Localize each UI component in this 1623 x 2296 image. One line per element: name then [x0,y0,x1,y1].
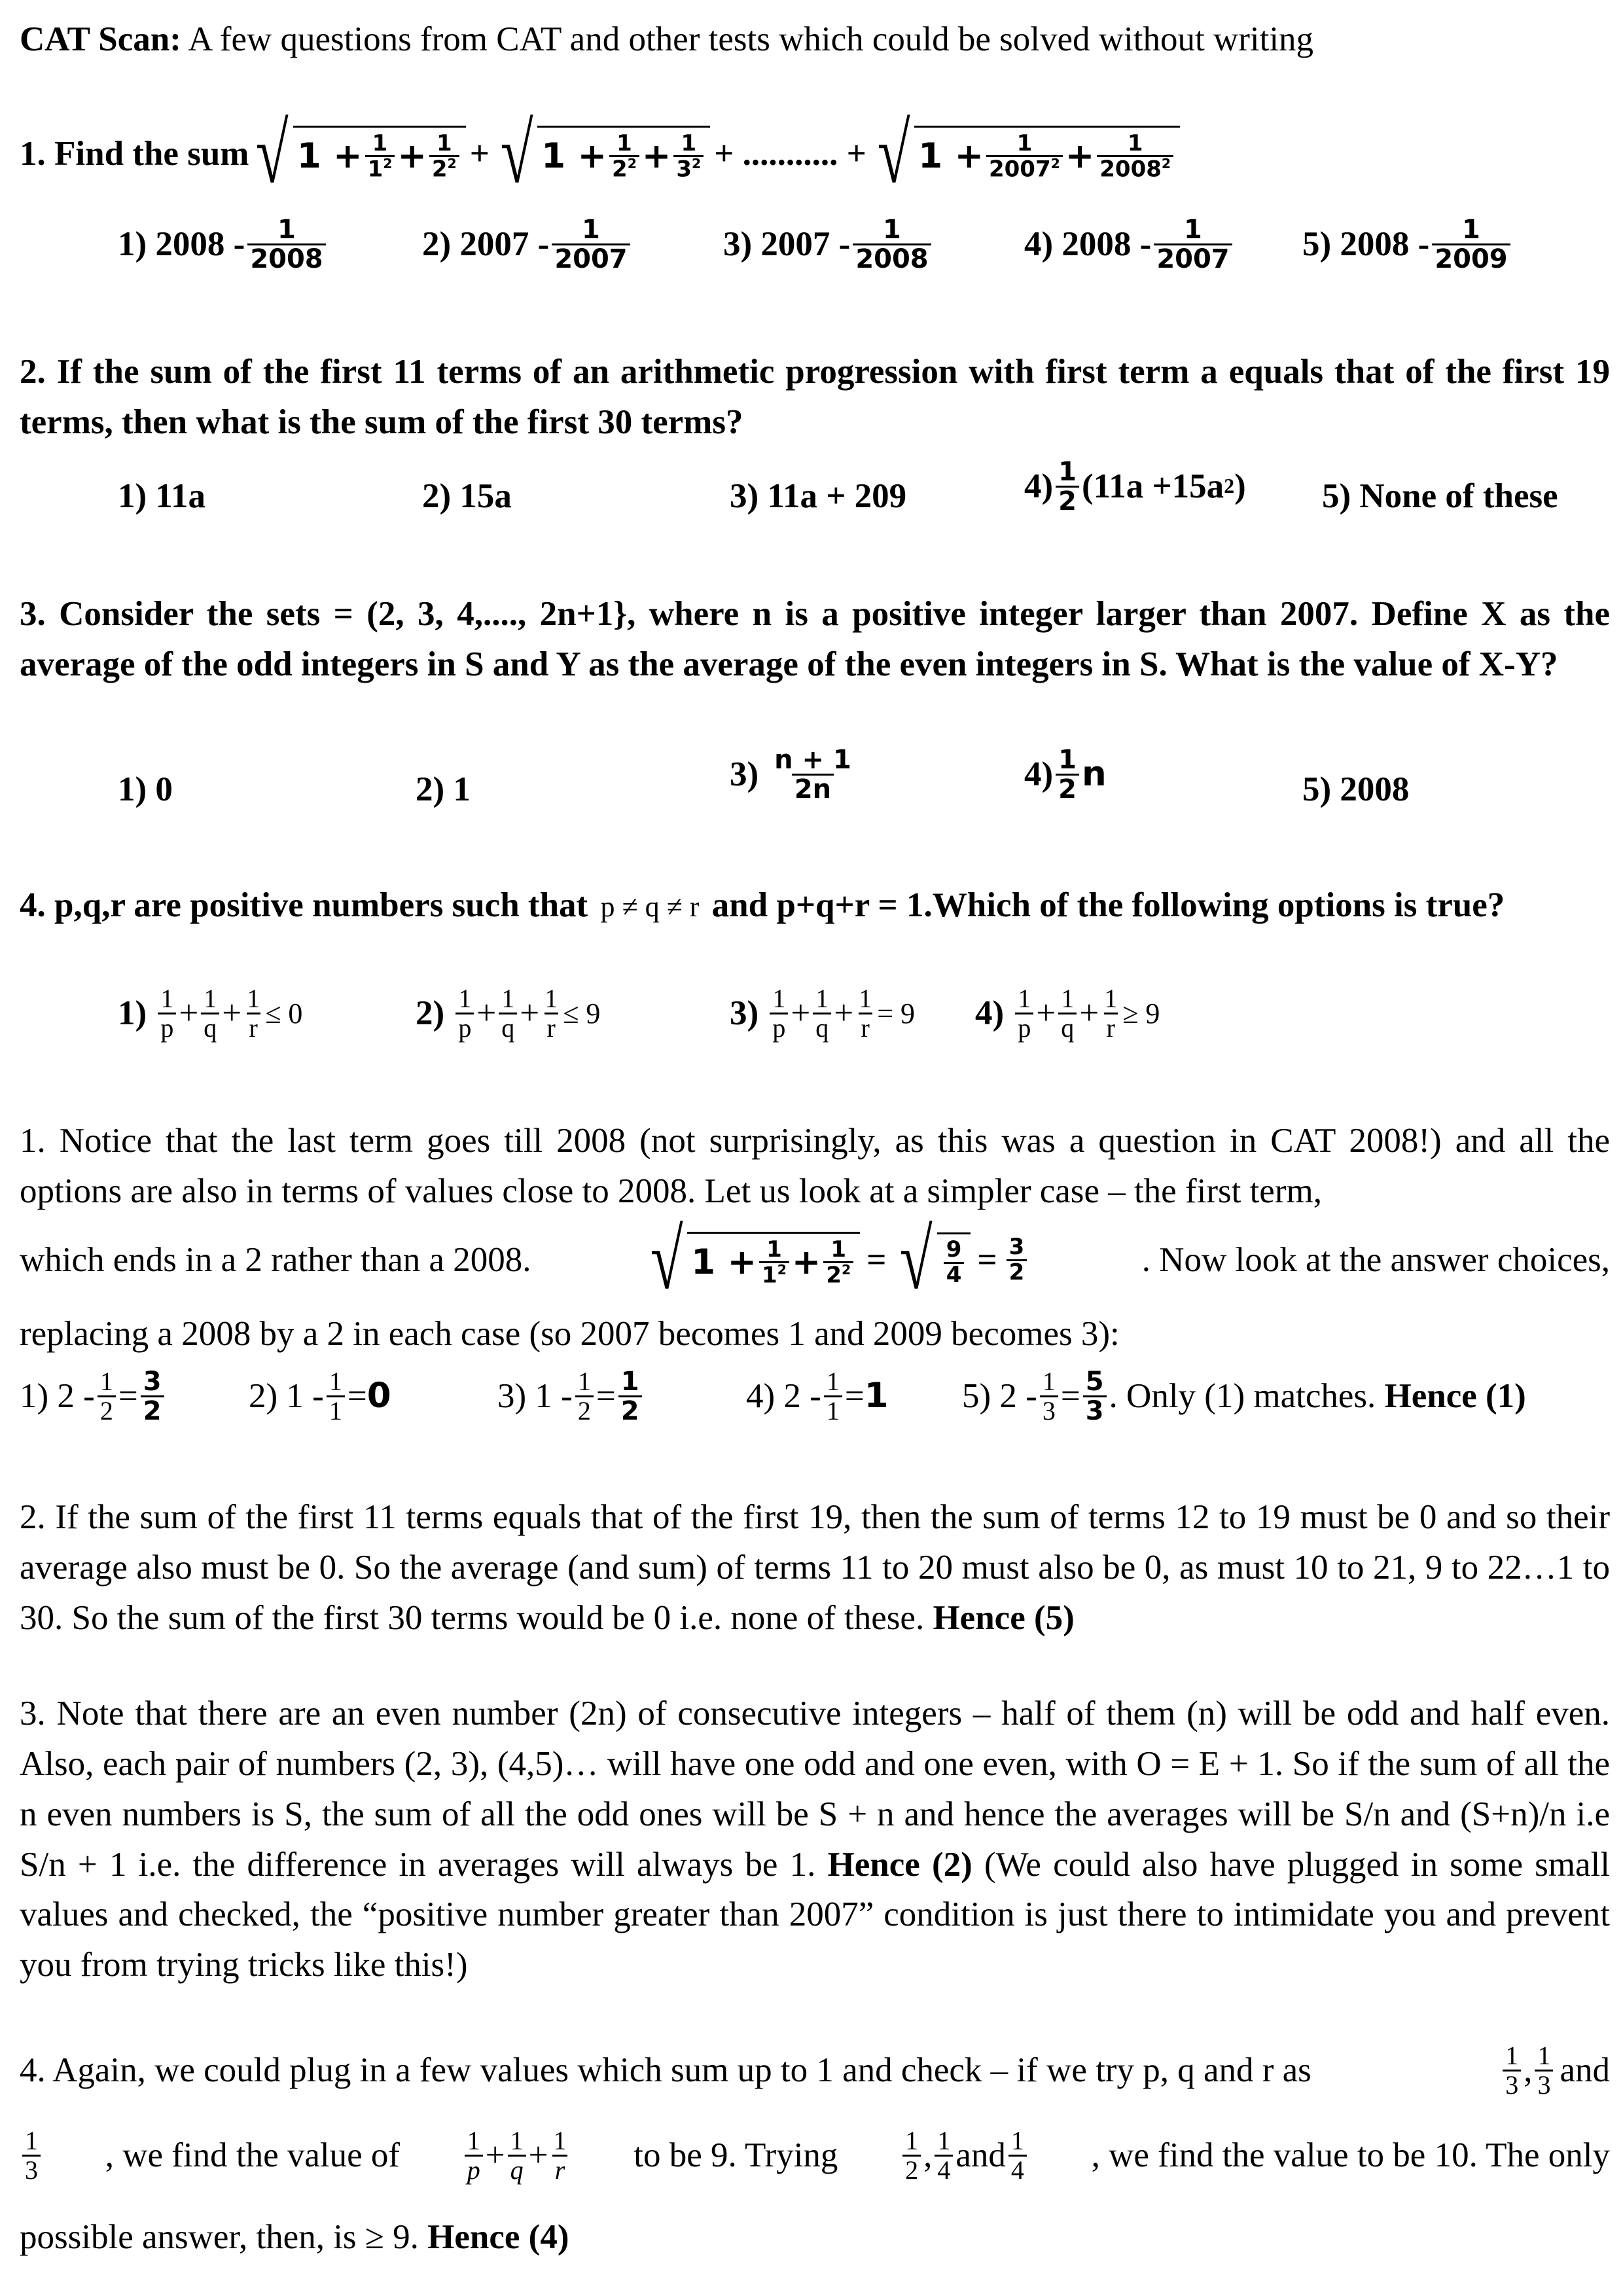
q1-dots: + ........... + [714,134,866,173]
q1-option-2: 2) 2007 - $\frac{1}{2007}$ [422,216,633,273]
check-3: 3) 1 - $\frac{1}{2}$ = $\frac{1}{2}$ [497,1368,645,1425]
answer-2-hence: Hence (5) [933,1598,1075,1637]
question-1: 1. Find the sum √ 1 + $\frac{1}{1^2}$ + $\frac{1}{2^2}$ + √ 1 + $\frac{1}{2^2}$ + $\frac{1}{3^2}$ + ........... + √ 1 + $\frac{1}{2007^2}$ + $\frac{1}{2008^2}$ [20,111,1610,196]
q4-option-1: 1) $\frac{1}{p}$ + $\frac{1}{q}$ + $\frac{1}{r}$ ≤ 0 [118,984,303,1043]
q1-prefix: 1. Find the sum [20,134,249,173]
q3-option-2: 2) 1 [416,770,471,808]
answer-1-checks [20,1368,1610,1440]
question-2: 2. If the sum of the first 11 terms of an arithmetic progression with first term a equals that of the first 19 terms, then what is the sum of the first 30 terms? [20,353,1610,441]
q4-option-2: 2) $\frac{1}{p}$ + $\frac{1}{q}$ + $\frac{1}{r}$ ≤ 9 [416,984,601,1043]
answer-4-hence: Hence (4) [427,2218,569,2256]
answer-1-para1: 1. Notice that the last term goes till 2008 (not surprisingly, as this was a question in CAT 2008!) and all the options are also in terms of values close to 2008. Let us look at a simpler case – the first term, [20,1122,1610,1210]
answer-2: 2. If the sum of the first 11 terms equals that of the first 19, then the sum of terms 12 to 19 must be 0 and so their average also must be 0. So the average (and sum) of terms 11 to 20 must also be 0, as must 10 to 21, 9 to 22…1 to 30. So the sum of the first 30 terms would be 0 i.e. none of these. Hence (5) [20,1498,1610,1637]
q2-option-1: 1) 11a [118,477,205,515]
q2-option-4: 4) $\frac{1}{2}$ (11a +15a 2 ) [1024,457,1246,516]
q3-options [118,746,1590,825]
answer-3-note: (We could also have plugged in some small values and checked, the “positive number greater than 2007” condition is just there to intimidate you and prevent you from trying tricks like this!) [20,1845,1611,1984]
check-2: 2) 1 - $\frac{1}{1}$ = 0 [249,1367,391,1426]
answer-3-hence: Hence (2) [827,1845,972,1884]
question-3: 3. Consider the sets = (2, 3, 4,...., 2n+1}, where n is a positive integer larger than 2007. Define X as the average of the odd integers in S and Y as the average of the even integers in S. What is the value of X-Y? [20,595,1610,683]
answer-4-line3: possible answer, then, is ≥ 9. Hence (4) [20,2218,569,2256]
answer-4-line2: $\frac{1}{3}$ , we find the value of $\frac{1}{p}$ + $\frac{1}{q}$ + $\frac{1}{r}$ to be 9. Trying $\frac{1}{2}$ , $\frac{1}{4}$ and $\frac{1}{4}$ , we find the value to be 10. The only [20,2127,1610,2184]
answer-1-para2: replacing a 2008 by a 2 in each case (so 2007 becomes 1 and 2009 becomes 3): [20,1315,1120,1353]
q4-option-3: 3) $\frac{1}{p}$ + $\frac{1}{q}$ + $\frac{1}{r}$ = 9 [730,984,916,1043]
q2-option-3: 3) 11a + 209 [730,477,907,515]
answer-4-line1: 4. Again, we could plug in a few values which sum up to 1 and check – if we try p, q and r as $\frac{1}{3}$ , $\frac{1}{3}$ and [20,2041,1610,2100]
answer-3: 3. Note that there are an even number (2n) of consecutive integers – half of them (n) will be odd and half even. Also, each pair of numbers (2, 3), (4,5)… will have one odd and one even, with O = E + 1. So if the sum of all the n even numbers is S, the sum of all the odd ones will be S + n and hence the averages will be S/n and (S+n)/n i.e S/n + 1 i.e. the difference in averages will always be 1. Hence (2) (We could also have plugged in some small values and checked, the “positive number greater than 2007” condition is just there to intimidate you and prevent you from trying tricks like this!) [20,1695,1611,1984]
sqrt-term-2: √ 1 + $\frac{1}{2^2}$ + $\frac{1}{3^2}$ [493,111,710,196]
title-label: CAT Scan: [20,20,181,58]
q2-options [118,458,1590,530]
answer-1-hence: Hence (1) [1384,1377,1526,1416]
title-text: A few questions from CAT and other tests which could be solved without writing [188,20,1314,58]
q1-options [118,216,1590,295]
q4-condition: p ≠ q ≠ r [600,891,700,923]
page-title [20,14,1610,65]
q2-option-2: 2) 15a [422,477,512,515]
q2-option-5: 5) None of these [1322,477,1558,515]
q1-option-5: 5) 2008 - $\frac{1}{2009}$ [1302,216,1513,273]
check-4: 4) 2 - $\frac{1}{1}$ = 1 [746,1367,889,1426]
q1-option-3: 3) 2007 - $\frac{1}{2008}$ [723,216,934,273]
q4-option-4: 4) $\frac{1}{p}$ + $\frac{1}{q}$ + $\frac{1}{r}$ ≥ 9 [975,984,1160,1043]
q3-option-4: 4) $\frac{1}{2}$ n [1024,745,1107,804]
q1-option-1: 1) 2008 - $\frac{1}{2008}$ [118,216,329,273]
q3-option-3: 3) $\frac{n + 1}{2n}$ [730,745,851,804]
q3-option-1: 1) 0 [118,770,173,808]
sqrt-term-1: √ 1 + $\frac{1}{1^2}$ + $\frac{1}{2^2}$ [249,111,465,196]
answer-1-line: which ends in a 2 rather than a 2008. √ 1 + $\frac{1}{1^2}$ + $\frac{1}{2^2}$ = √ $\frac{9}{4}$ = $\frac{3}{2}$ . Now look at the answer choices, [20,1213,1610,1307]
question-4: 4. p,q,r are positive numbers such that p ≠ q ≠ r and p+q+r = 1.Which of the following options is true? [20,886,1505,924]
check-1: 1) 2 - $\frac{1}{2}$ = $\frac{3}{2}$ [20,1368,167,1425]
q4-options [118,985,1590,1057]
q1-option-4: 4) 2008 - $\frac{1}{2007}$ [1024,216,1235,273]
check-5: 5) 2 - $\frac{1}{3}$ = $\frac{5}{3}$ . Only (1) matches. Hence (1) [962,1367,1526,1426]
q3-option-5: 5) 2008 [1302,770,1410,808]
sqrt-term-last: √ 1 + $\frac{1}{2007^2}$ + $\frac{1}{2008^2}$ [870,111,1180,196]
